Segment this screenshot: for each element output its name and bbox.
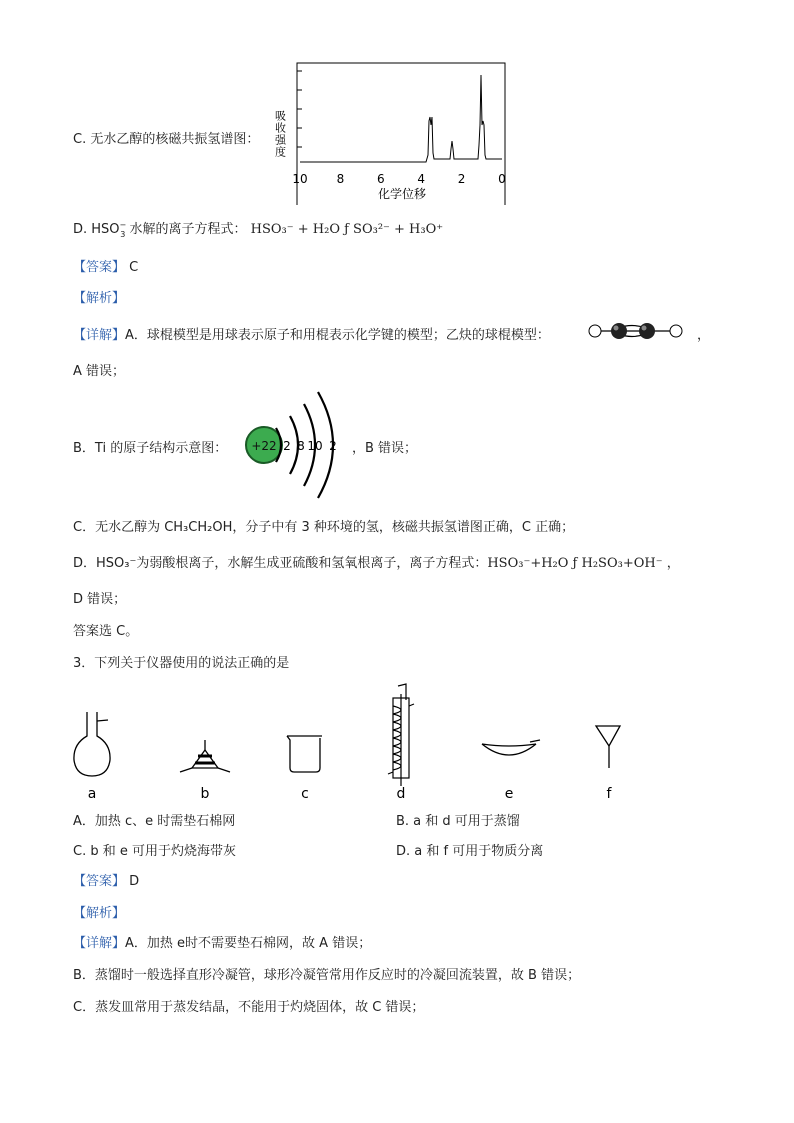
shell-electron-count: 10 (307, 439, 323, 453)
ti-atom-structure-diagram (240, 388, 352, 502)
apparatus-b-clay-triangle (180, 740, 230, 772)
shell-electron-count: 8 (297, 439, 305, 453)
detail-a-end: ， (697, 328, 711, 343)
apparatus-a-flask (74, 712, 110, 776)
nmr-x-tick-label: 0 (498, 172, 506, 186)
option-d-line (73, 218, 443, 239)
q3-option-d: D. a 和 f 可用于物质分离 (396, 844, 544, 859)
nucleus-charge: +22 (251, 439, 277, 453)
apparatus-label: a (87, 786, 97, 802)
acetylene-ball-stick-model (586, 320, 690, 342)
detail-b-text: B．Ti 的原子结构示意图： (73, 441, 228, 456)
option-d-prefix-sup: − (119, 220, 127, 230)
detail-a-text: A．球棍模型是用球表示原子和用棍表示化学键的模型；乙炔的球棍模型： (125, 328, 550, 343)
detail-3-a-text: A．加热 e时不需要垫石棉网，故 A 错误； (125, 936, 372, 951)
q3-option-b: B. a 和 d 可用于蒸馏 (396, 814, 520, 829)
option-d-equation: HSO₃⁻ + H₂O ƒ SO₃²⁻ + H₃O⁺ (250, 222, 444, 237)
detail-a-line (73, 324, 550, 343)
detail-d-line (73, 552, 680, 571)
carbon-atom-2 (639, 323, 655, 339)
shell-electron-counts (283, 439, 337, 453)
apparatus-label: e (504, 786, 514, 802)
nmr-x-tick-label: 8 (336, 172, 345, 186)
nmr-x-tick-label: 4 (417, 172, 426, 186)
apparatus-c-beaker (287, 736, 322, 772)
detail-b-end: ，B 错误； (352, 441, 418, 456)
detail-3-tag: 【详解】 (73, 936, 126, 951)
apparatus-d-condenser (388, 684, 414, 786)
nmr-x-tick-label: 10 (292, 172, 308, 186)
nmr-x-axis-label: 化学位移 (378, 187, 427, 201)
apparatus-e-evaporating-dish (482, 740, 540, 755)
q3-option-a: A．加热 c、e 时需垫石棉网 (73, 814, 236, 829)
answer-1 (73, 256, 138, 275)
nmr-spectrum-chart (270, 55, 520, 205)
detail-c-text: C．无水乙醇为 CH₃CH₂OH，分子中有 3 种环境的氢，核磁共振氢谱图正确，C 正确； (73, 520, 575, 535)
answer-3-value: D (129, 874, 140, 889)
answer-value: C (129, 260, 139, 275)
apparatus-label: b (200, 786, 210, 802)
detail-a-verdict: A 错误； (73, 364, 126, 379)
apparatus-f-funnel (596, 726, 620, 768)
analysis-tag: 【解析】 (73, 291, 126, 306)
detail-d-text: D．HSO₃⁻为弱酸根离子，水解生成亚硫酸和氢氧根离子，离子方程式： (73, 556, 488, 571)
nmr-x-tick-label: 2 (457, 172, 466, 186)
option-c-label: C. 无水乙醇的核磁共振氢谱图： (73, 132, 260, 147)
nmr-frame (297, 63, 505, 205)
detail-3-b: B．蒸馏时一般选择直形冷凝管，球形冷凝管常用作反应时的冷凝回流装置，故 B 错误； (73, 968, 581, 983)
detail-3-c: C．蒸发皿常用于蒸发结晶，不能用于灼烧固体，故 C 错误； (73, 1000, 425, 1015)
answer-tag: 【答案】 (73, 260, 126, 275)
apparatus-label: f (606, 786, 612, 802)
nmr-y-ticks (297, 71, 302, 147)
nmr-y-axis-label: 吸收强度 (273, 110, 287, 158)
nmr-trace (300, 75, 502, 162)
detail-3-a (73, 932, 371, 951)
answer-3-tag: 【答案】 (73, 874, 126, 889)
carbon-atom-1 (611, 323, 627, 339)
question-3-stem: 3．下列关于仪器使用的说法正确的是 (73, 656, 290, 671)
q3-option-c: C. b 和 e 可用于灼烧海带灰 (73, 844, 236, 859)
conclusion-1: 答案选 C。 (73, 624, 139, 639)
option-d-text: 水解的离子方程式： (129, 222, 247, 237)
detail-d-equation: HSO₃⁻+H₂O ƒ H₂SO₃+OH⁻ ， (487, 556, 680, 571)
apparatus-label: d (396, 786, 406, 802)
analysis-3-tag: 【解析】 (73, 906, 126, 921)
shell-electron-count: 2 (283, 439, 291, 453)
apparatus-labels (88, 786, 613, 802)
detail-d-verdict: D 错误； (73, 592, 127, 607)
detail-tag: 【详解】 (73, 328, 126, 343)
nmr-x-tick-label: 6 (376, 172, 385, 186)
apparatus-row (60, 676, 640, 806)
apparatus-label: c (301, 786, 309, 802)
shell-electron-count: 2 (329, 439, 337, 453)
option-d-prefix-sub: 3 (120, 229, 126, 239)
answer-3 (73, 870, 139, 889)
option-d-prefix: D. HSO (73, 222, 120, 237)
